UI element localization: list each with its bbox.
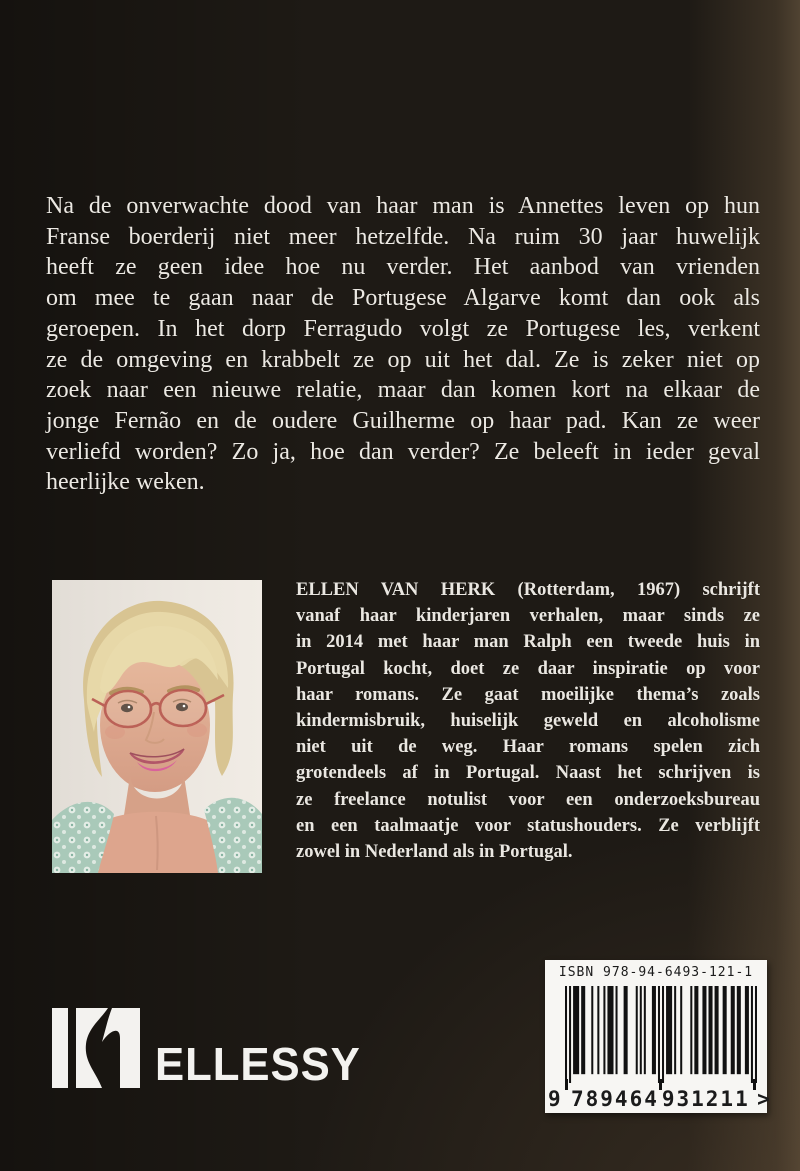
barcode-digit-lead: 9 <box>548 1087 561 1111</box>
barcode-bar <box>737 986 741 1074</box>
barcode-bar <box>565 986 567 1083</box>
barcode-bar <box>755 986 757 1083</box>
text-line: haar romans. Ze gaat moeilijke thema’s zoals <box>296 684 760 705</box>
barcode-bar <box>652 986 656 1074</box>
barcode-bar <box>723 986 727 1074</box>
text-line: Portugal kocht, doet ze daar inspiratie op voor <box>296 658 760 679</box>
text-line: niet uit de weg. Haar romans spelen zich <box>296 737 760 758</box>
barcode-bar <box>666 986 672 1074</box>
barcode-bar <box>745 986 749 1074</box>
barcode-digits-group2: 931211 <box>661 1087 750 1111</box>
barcode-digits-group1: 789464 <box>571 1087 659 1111</box>
text-line: verliefd worden? Zo ja, hoe dan verder? Ze beleeft in ieder geval <box>46 438 760 465</box>
text-line: geroepen. In het dorp Ferragudo volgt ze Portugese les, verkent <box>46 315 760 342</box>
barcode-bars <box>565 986 757 1083</box>
blush-left <box>105 725 125 739</box>
barcode-trailing-char: > <box>757 1087 770 1111</box>
barcode-bar <box>581 986 585 1074</box>
text-line: in 2014 met haar man Ralph een tweede huis in <box>296 632 760 653</box>
author-portrait-illustration <box>52 580 262 873</box>
text-line: zowel in Nederland als in Portugal. <box>296 842 573 863</box>
isbn-label: ISBN 978-94-6493-121-1 <box>558 965 754 980</box>
text-line: Franse boerderij niet meer hetzelfde. Na ruim 30 jaar huwelijk <box>46 223 760 250</box>
barcode-bar <box>591 986 593 1074</box>
barcode-bar <box>616 986 618 1074</box>
barcode-bar <box>603 986 605 1074</box>
barcode-bar <box>640 986 642 1074</box>
text-line: zoek naar een nieuwe relatie, maar dan komen kort na elkaar de <box>46 377 760 404</box>
barcode-bar <box>680 986 682 1074</box>
text-line: kindermisbruik, huiselijk geweld en alcoholisme <box>296 711 760 732</box>
author-bio-text <box>296 577 760 865</box>
barcode-bar <box>702 986 706 1074</box>
barcode-bar <box>636 986 638 1074</box>
barcode-bar <box>658 986 660 1083</box>
barcode-bar <box>690 986 692 1074</box>
publisher-logo <box>50 1008 372 1088</box>
barcode-bar <box>624 986 628 1074</box>
author-photo <box>52 580 262 873</box>
text-line: ze de omgeving en krabbelt ze op uit het dal. Ze is zeker niet op <box>46 346 760 373</box>
text-line: ze freelance notulist voor een onderzoeksbureau <box>296 789 760 810</box>
text-line: en een taalmaatje voor statushouders. Ze verblijft <box>296 815 760 836</box>
isbn-barcode <box>545 960 770 1113</box>
text-line: vanaf haar kinderjaren verhalen, maar sinds ze <box>296 606 760 627</box>
barcode-bar <box>674 986 676 1074</box>
barcode-bar <box>731 986 735 1074</box>
barcode-bars-svg <box>565 986 757 1083</box>
barcode-bar <box>597 986 599 1074</box>
ellessy-monogram-icon <box>50 1008 140 1088</box>
text-line: grotendeels af in Portugal. Naast het schrijven is <box>296 763 760 784</box>
barcode-digits <box>548 1085 770 1111</box>
barcode-bar <box>751 986 753 1083</box>
barcode-bar <box>708 986 712 1074</box>
blush-right <box>187 723 207 737</box>
text-line: heeft ze geen idee hoe nu verder. Het aanbod van vrienden <box>46 254 760 281</box>
barcode-bar <box>694 986 698 1074</box>
text-line: jonge Fernão en de oudere Guilherme op haar pad. Kan ze weer <box>46 407 760 434</box>
synopsis-text <box>46 191 760 498</box>
barcode-bar <box>569 986 571 1083</box>
publisher-name: ELLESSY <box>155 1038 361 1090</box>
text-line: heerlijke weken. <box>46 469 205 496</box>
text-line: Na de onverwachte dood van haar man is Annettes leven op hun <box>46 193 760 219</box>
barcode-bar <box>662 986 664 1083</box>
barcode-bar <box>644 986 646 1074</box>
text-line: om mee te gaan naar de Portugese Algarve komt dan ook als <box>46 285 760 312</box>
text-line: ELLEN VAN HERK (Rotterdam, 1967) schrijft <box>296 580 760 600</box>
barcode-bar <box>607 986 613 1074</box>
barcode-bar <box>573 986 579 1074</box>
barcode-bar <box>715 986 719 1074</box>
